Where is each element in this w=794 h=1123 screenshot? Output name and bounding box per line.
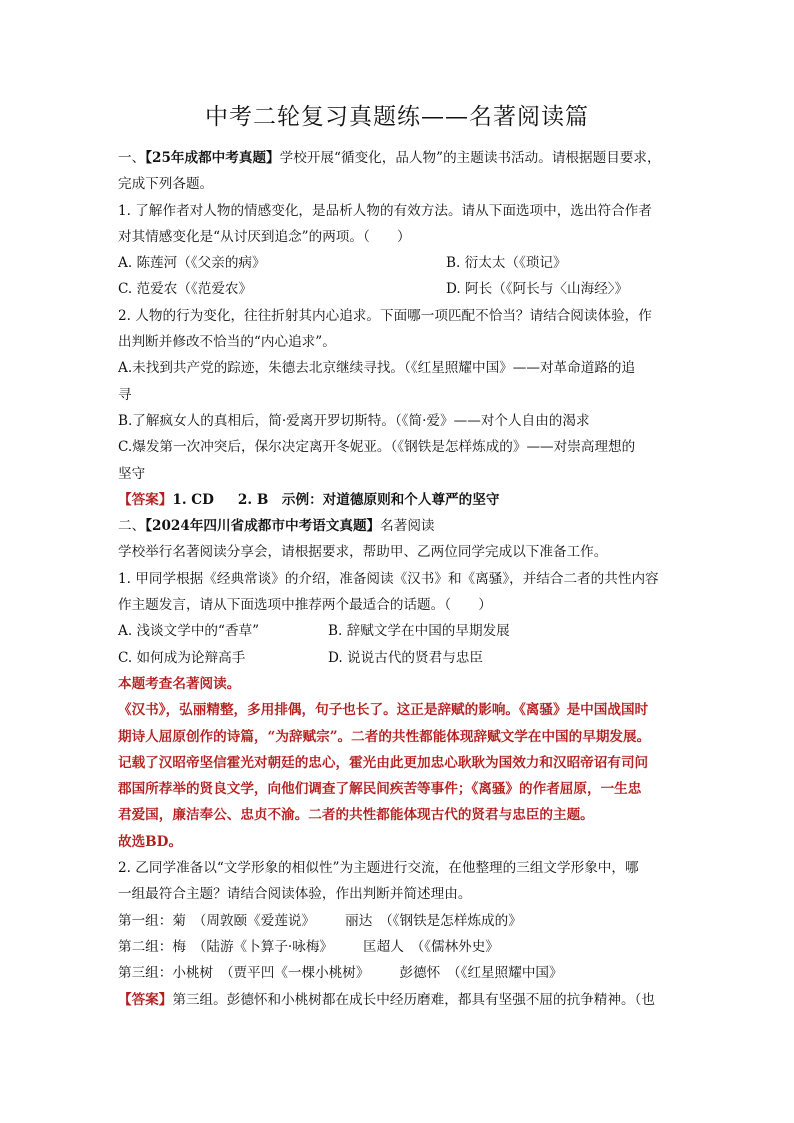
- section-source: 【2024年四川省成都市中考语文真题】: [145, 518, 381, 535]
- option-d: D. 说说古代的贤君与忠臣: [328, 649, 483, 666]
- section-1-intro-cont: 完成下列各题。: [118, 176, 214, 193]
- option-b: B. 衍太太（《琐记》: [446, 255, 567, 272]
- analysis-line-2: 期诗人屈原创作的诗篇，“为辞赋宗”。二者的共性都能体现辞赋文学在中国的早期发展。: [118, 728, 651, 745]
- option-a: A. 陈莲河（《父亲的病》: [118, 255, 266, 272]
- s2-question-1-line-2: 作主题发言，请从下面选项中推荐两个最适合的话题。（ ）: [118, 597, 492, 614]
- s1-answer: [118, 487, 678, 513]
- group-2: [118, 934, 678, 960]
- answer-label: 【答案】: [118, 491, 173, 508]
- option-d: D. 阿长（《阿长与〈山海经〉》: [446, 281, 629, 298]
- s1-question-2-line-2: 出判断并修改不恰当的“内心追求”。: [118, 334, 336, 351]
- analysis-line-4: 郡国所荐举的贤良文学，向他们调查了解民间疾苦等事件；《离骚》的作者屈原，一生忠: [118, 781, 642, 798]
- section-1-intro: [118, 145, 678, 171]
- analysis-heading: 本题考查名著阅读。: [118, 675, 241, 692]
- s1-q2-option-a-line-2: 寻: [118, 386, 132, 403]
- s2-question-1-line-1: 1. 甲同学根据《经典常谈》的介绍，准备阅读《汉书》和《离骚》，并结合二者的共性内容: [118, 570, 659, 587]
- section-number: 一、: [118, 150, 146, 166]
- s1-q2-option-c-line-2: 坚守: [118, 465, 146, 482]
- s2-answer: [118, 987, 678, 1013]
- s1-question-1-line-2: 对其情感变化是“从讨厌到追念”的两项。（ ）: [118, 228, 411, 245]
- analysis-conclusion: 故选BD。: [118, 833, 183, 850]
- s1-q2-option-a-line-1: A.未找到共产党的踪迹，朱德去北京继续寻找。（《红星照耀中国》——对革命道路的追: [118, 360, 636, 377]
- page-title: 中考二轮复习真题练——名著阅读篇: [205, 104, 589, 130]
- s2-q1-options-row-2: [118, 645, 678, 671]
- answer-1: 1. CD: [172, 491, 214, 508]
- s1-q1-options-row-2: [118, 276, 678, 302]
- group-2-b: 匡超人 （《儒林外史》: [363, 938, 499, 955]
- section-number: 二、: [118, 518, 146, 535]
- s2-question-2-line-2: 一组最符合主题？请结合阅读体验，作出判断并简述理由。: [118, 886, 472, 903]
- section-source: 【25年成都中考真题】: [145, 150, 280, 166]
- s1-question-2-line-1: 2. 人物的行为变化，往往折射其内心追求。下面哪一项匹配不恰当？请结合阅读体验，作: [118, 307, 652, 324]
- answer-2: 2. B 示例：对道德原则和个人尊严的坚守: [237, 491, 500, 508]
- section-topic: 名著阅读: [380, 518, 435, 535]
- group-3-b: 彭德怀 （《红星照耀中国》: [399, 965, 563, 982]
- s1-q1-options-row-1: [118, 250, 678, 276]
- section-2-intro-line-2: 学校举行名著阅读分享会，请根据要求，帮助甲、乙两位同学完成以下准备工作。: [118, 544, 608, 561]
- s2-q1-options-row-1: [118, 618, 678, 644]
- analysis-line-5: 君爱国，廉洁奉公、忠贞不渝。二者的共性都能体现古代的贤君与忠臣的主题。: [118, 807, 594, 824]
- section-2-intro: [118, 513, 678, 539]
- analysis-line-1: 《汉书》，弘丽精整，多用排偶，句子也长了。这正是辞赋的影响。《离骚》是中国战国时: [118, 702, 649, 719]
- option-b: B. 辞赋文学在中国的早期发展: [328, 623, 510, 640]
- group-1: [118, 908, 678, 934]
- document-body: [118, 145, 678, 1013]
- answer-label: 【答案】: [118, 991, 173, 1008]
- group-1-b: 丽达 （《钢铁是怎样炼成的》: [345, 912, 522, 929]
- group-3-a: 第三组：小桃树 （贾平凹《一棵小桃树》: [118, 965, 370, 982]
- s1-question-1-line-1: 1. 了解作者对人物的情感变化，是品析人物的有效方法。请从下面选项中，选出符合作者: [118, 202, 652, 219]
- s1-q2-option-b: B.了解疯女人的真相后，简·爱离开罗切斯特。（《简·爱》——对个人自由的渴求: [118, 412, 590, 429]
- option-a: A. 浅谈文学中的“香草”: [118, 623, 260, 640]
- option-c: C. 范爱农（《范爱农》: [118, 281, 253, 298]
- section-intro-text: 学校开展“循变化，品人物”的主题读书活动。请根据题目要求，: [279, 150, 661, 166]
- s2-question-2-line-1: 2. 乙同学准备以“文学形象的相似性”为主题进行交流，在他整理的三组文学形象中，哪: [118, 860, 639, 877]
- option-c: C. 如何成为论辩高手: [118, 649, 246, 666]
- group-1-a: 第一组：菊 （周敦颐《爱莲说》: [118, 912, 316, 929]
- analysis-line-3: 记载了汉昭帝坚信霍光对朝廷的忠心，霍光由此更加忠心耿耿为国效力和汉昭帝诏有司问: [118, 754, 649, 771]
- group-2-a: 第二组：梅 （陆游《卜算子·咏梅》: [118, 938, 334, 955]
- answer-text: 第三组。彭德怀和小桃树都在成长中经历磨难，都具有坚强不屈的抗争精神。（也: [172, 991, 655, 1008]
- group-3: [118, 960, 678, 986]
- s1-q2-option-c-line-1: C.爆发第一次冲突后，保尔决定离开冬妮亚。（《钢铁是怎样炼成的》——对崇高理想的: [118, 439, 636, 456]
